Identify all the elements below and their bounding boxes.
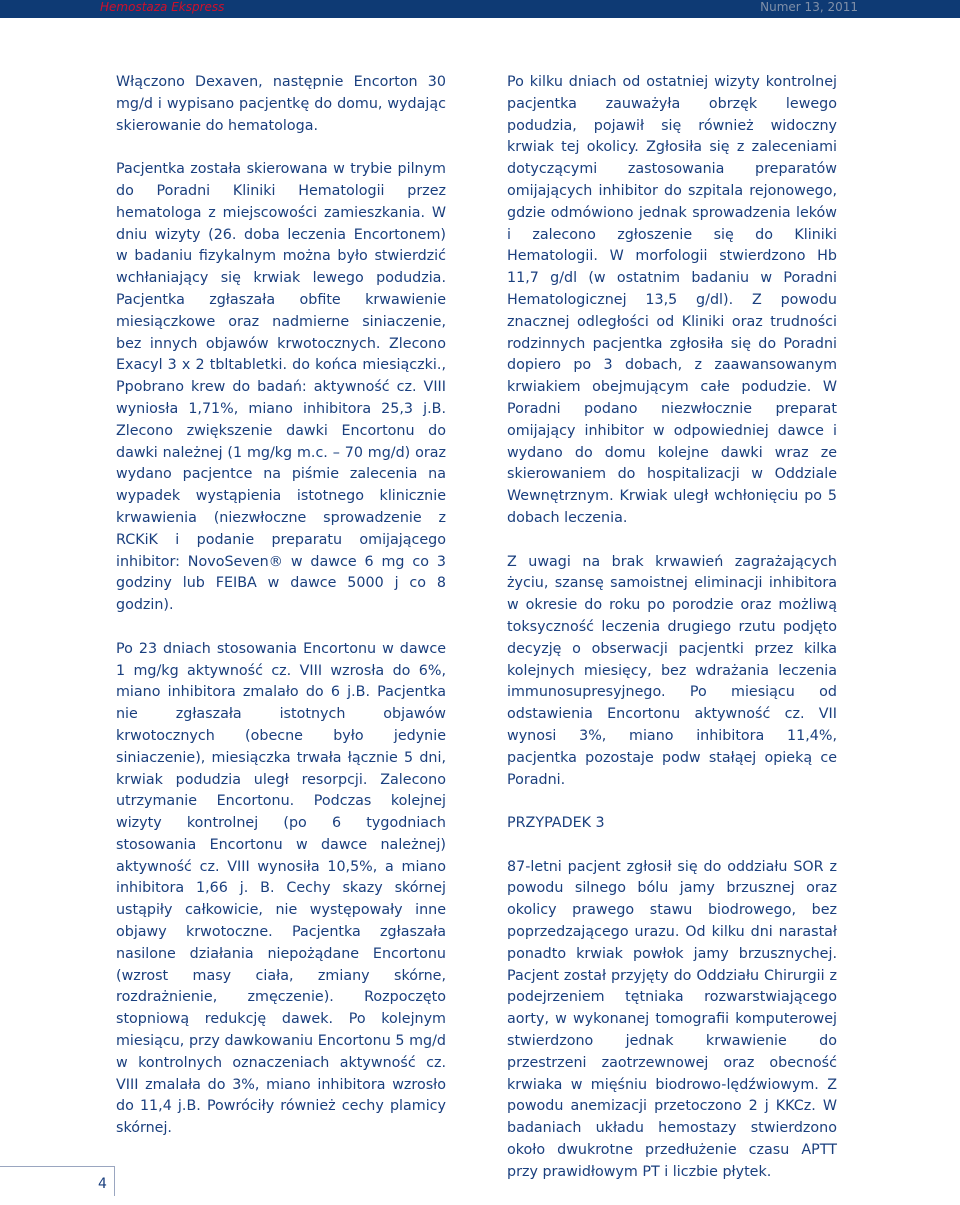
paragraph: Po 23 dniach stosowania Encortonu w dawce 1 mg/kg aktywność cz. VIII wzrosła do 6%, miano inhibitora zmalało do 6 j.B. Pacjentka nie zgłaszała istotnych objawów krwotocznych (obecne było jedynie siniaczenie), miesiączka trwała łącznie 5 dni, krwiak podudzia uległ resorpcji. Zalecono utrzymanie Encortonu. Podczas kolejnej wizyty kontrolnej (po 6 tygodniach stosowania Encortonu w dawce należnej) aktywność cz. VIII wynosiła 10,5%, a miano inhibitora 1,66 j. B. Cechy skazy skórnej ustąpiły całkowicie, nie występowały inne objawy krwotoczne. Pacjentka zgłaszała nasilone działania niepożądane Encortonu (wzrost masy ciała, zmiany skórne, rozdrażnienie, zmęczenie). Rozpoczęto stopniową redukcję dawek. Po kolejnym miesiącu, przy dawkowaniu Encortonu 5 mg/d w kontrolnych oznaczeniach aktywność cz. VIII zmalała do 3%, miano inhibitora wzrosło do 11,4 j.B. Powróciły również cechy plamicy skórnej. (116, 640, 446, 1137)
paragraph: Po kilku dniach od ostatniej wizyty kontrolnej pacjentka zauważyła obrzęk lewego podudzia, pojawił się również widoczny krwiak tej okolicy. Zgłosiła się z zaleceniami dotyczącymi zastosowania preparatów omijających inhibitor do szpitala rejonowego, gdzie odmówiono jednak sprowadzenia leków i zalecono zgłoszenie się do Kliniki Hematologii. W morfologii stwierdzono Hb 11,7 g/dl (w ostatnim badaniu w Poradni Hematologicznej 13,5 g/dl). Z powodu znacznej odległości od Kliniki oraz trudności rodzinnych pacjentka zgłosiła się do Poradni dopiero po 3 dobach, z zaawansowanym krwiakiem obejmującym całe podudzie. W Poradni podano niezwłocznie preparat omijający inhibitor w odpowiedniej dawce i wydano do domu kolejne dawki wraz ze skierowaniem do hospitalizacji w Oddziale Wewnętrznym. Krwiak uległ wchłonięciu po 5 dobach leczenia. (507, 74, 837, 526)
paragraph: Pacjentka została skierowana w trybie pilnym do Poradni Kliniki Hematologii przez hematologa z miejscowości zamieszkania. W dniu wizyty (26. doba leczenia Encortonem) w badaniu fizykalnym można było stwierdzić wchłaniający się krwiak lewego podudzia. Pacjentka zgłaszała obfite krwawienie miesiączkowe oraz nadmierne siniaczenie, bez innych objawów krwotocznych. Zlecono Exacyl 3 x 2 tbltabletki. do końca miesiączki., Ppobrano krew do badań: aktywność cz. VIII wyniosła 1,71%, miano inhibitora 25,3 j.B. Zlecono zwiększenie dawki Encortonu do dawki należnej (1 mg/kg m.c. – 70 mg/d) oraz wydano pacjentce na piśmie zalecenia na wypadek wystąpienia istotnego klinicznie krwawienia (niezwłoczne sprowadzenie z RCKiK i podanie preparatu omijającego inhibitor: NovoSeven® w dawce 6 mg co 3 godziny lub FEIBA w dawce 5000 j co 8 godzin). (116, 161, 446, 614)
footer-rule (0, 1166, 114, 1167)
paragraph: 87-letni pacjent zgłosił się do oddziału SOR z powodu silnego bólu jamy brzusznej oraz okolicy prawego stawu biodrowego, bez poprzedzającego urazu. Od kilku dni narastał ponadto krwiak powłok jamy brzusznychej. Pacjent został przyjęty do Oddziału Chirurgii z podejrzeniem tętniaka rozwarstwiającego aorty, w wykonanej tomografii komputerowej stwierdzono jednak krwawienie do przestrzeni zaotrzewnowej oraz obecność krwiaka w mięśniu biodrowo-lędźwiowym. Z powodu anemizacji przetoczono 2 j KKCz. W badaniach układu hemostazy stwierdzono około dwukrotne przedłużenie czasu APTT przy prawidłowym PT i liczbie płytek. (507, 858, 837, 1180)
paragraph: Włączono Dexaven, następnie Encorton 30 mg/d i wypisano pacjentkę do domu, wydając skierowanie do hematologa. (116, 74, 446, 134)
page-number: 4 (98, 1176, 107, 1192)
journal-name: Hemostaza Ekspress (100, 0, 225, 14)
left-column (116, 72, 446, 1162)
section-heading: PRZYPADEK 3 (507, 815, 605, 832)
issue-label: Numer 13, 2011 (760, 0, 858, 14)
paragraph: Z uwagi na brak krwawień zagrażających życiu, szansę samoistnej eliminacji inhibitora w okresie do roku po porodzie oraz możliwą toksyczność leczenia drugiego rzutu podjęto decyzję o obserwacji pacjentki przez kilka kolejnych miesięcy, bez wdrażania leczenia immunosupresyjnego. Po miesiącu od odstawienia Encortonu aktywność cz. VII wynosi 3%, miano inhibitora 11,4%, pacjentka pozostaje podw stałąej opieką ce Poradni. (507, 553, 837, 788)
footer-divider (114, 1166, 115, 1196)
right-column (507, 72, 837, 1205)
